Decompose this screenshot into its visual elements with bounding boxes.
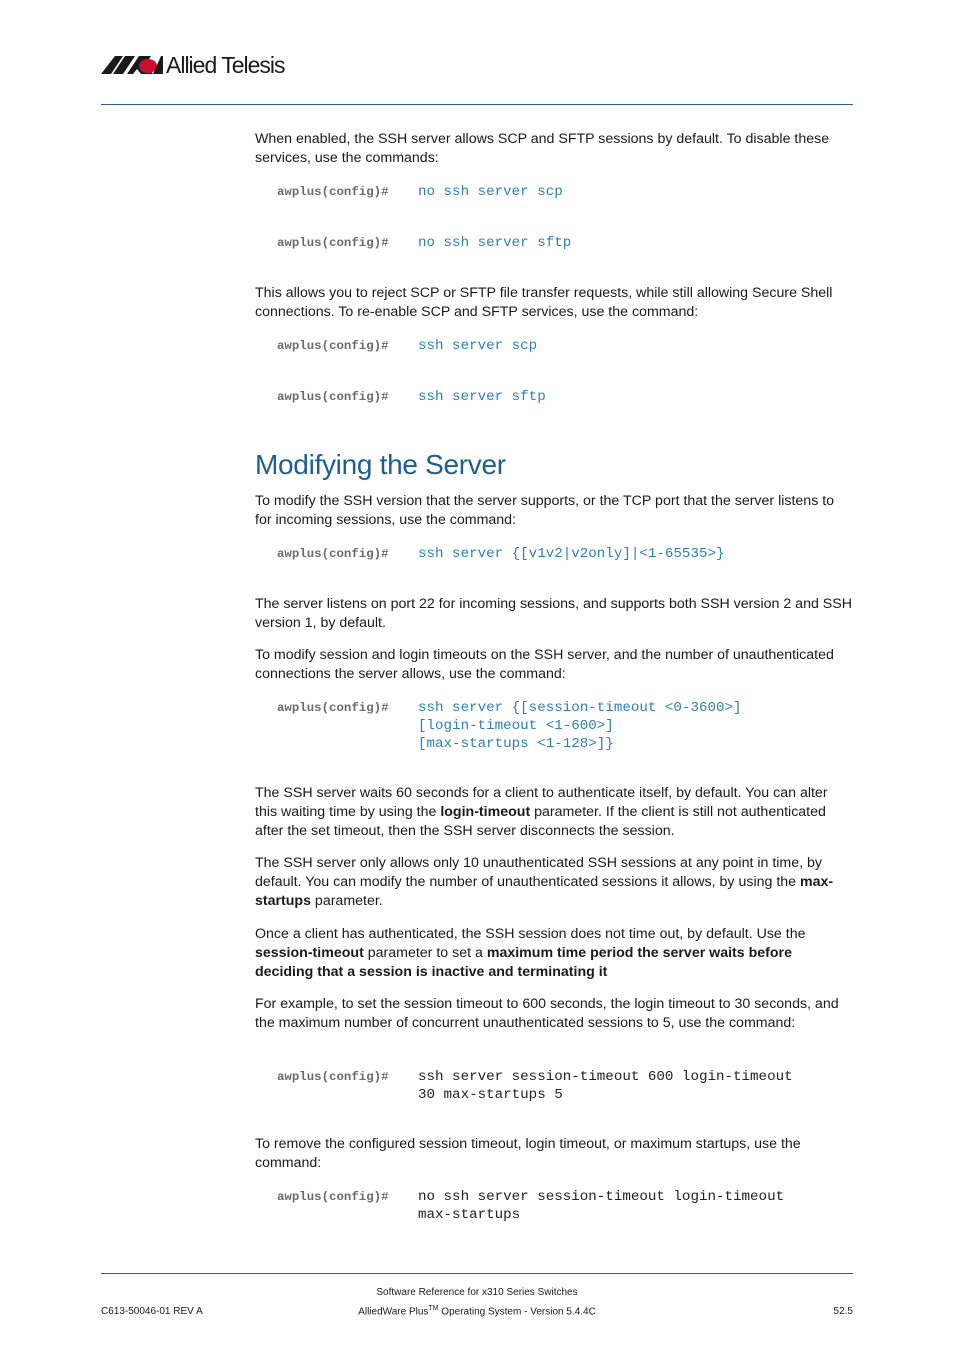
logo-text: Allied Telesis	[166, 51, 285, 78]
os-name: AlliedWare Plus	[358, 1306, 429, 1318]
paragraph	[255, 492, 853, 530]
command-line	[277, 183, 563, 201]
cli-command: ssh server session-timeout 600 login-timeout 30 max-startups 5	[418, 1069, 793, 1103]
parameter-name: session-timeout	[255, 945, 364, 961]
command-line	[277, 545, 725, 563]
command-line	[277, 388, 546, 406]
paragraph	[255, 646, 853, 684]
header-rule	[101, 104, 853, 105]
cli-prompt: awplus(config)#	[277, 701, 389, 715]
text-run: The SSH server waits 60 seconds for a client to authenticate itself, by default. You can alter this waiting time by using the	[255, 785, 828, 820]
os-version: Operating System - Version 5.4.4C	[438, 1306, 596, 1318]
paragraph-text: For example, to set the session timeout to 600 seconds, the login timeout to 30 seconds, and the maximum number of concurrent unauthenticated sessions to 5, use the command:	[255, 996, 839, 1031]
cli-prompt: awplus(config)#	[277, 1190, 389, 1204]
footer-doc-id: C613-50046-01 REV A	[101, 1306, 203, 1317]
parameter-name: max-startups	[255, 874, 834, 909]
cli-prompt: awplus(config)#	[277, 185, 389, 199]
cli-command: ssh server {[session-timeout <0-3600>] [login-timeout <1-600>] [max-startups <1-128>]}	[418, 700, 742, 752]
command-line	[277, 699, 742, 753]
emphasis-text: maximum time period the server waits before deciding that a session is inactive and terminating it	[255, 945, 792, 980]
footer-page-number: 52.5	[833, 1306, 853, 1317]
command-line	[277, 1188, 784, 1224]
paragraph	[255, 284, 853, 322]
text-run: parameter.	[310, 893, 383, 909]
allied-telesis-logo	[101, 52, 285, 78]
cli-command: ssh server sftp	[418, 389, 546, 405]
paragraph-text: To modify the SSH version that the server supports, or the TCP port that the server listens to for incoming sessions, use the command:	[255, 493, 835, 528]
paragraph	[255, 995, 853, 1033]
cli-command: no ssh server sftp	[418, 235, 572, 251]
paragraph	[255, 595, 853, 633]
cli-prompt: awplus(config)#	[277, 236, 389, 250]
command-line	[277, 234, 571, 252]
paragraph-text	[255, 784, 853, 841]
text-run: Once a client has authenticated, the SSH session does not time out, by default. Use the	[255, 926, 806, 942]
command-line	[277, 1068, 793, 1104]
paragraph	[255, 784, 853, 841]
cli-command: ssh server scp	[418, 338, 538, 354]
paragraph-text: To remove the configured session timeout, login timeout, or maximum startups, use the command:	[255, 1136, 801, 1171]
command-line	[277, 337, 537, 355]
paragraph	[255, 1135, 853, 1173]
paragraph-text	[255, 854, 853, 911]
cli-prompt: awplus(config)#	[277, 339, 389, 353]
text-run: The SSH server only allows only 10 unauthenticated SSH sessions at any point in time, by default. You can modify the number of unauthenticated sessions it allows, by using the	[255, 855, 823, 890]
cli-prompt: awplus(config)#	[277, 390, 389, 404]
paragraph	[255, 925, 853, 982]
cli-command: no ssh server session-timeout login-timeout max-startups	[418, 1189, 785, 1223]
paragraph-text: This allows you to reject SCP or SFTP file transfer requests, while still allowing Secure Shell connections. To re-enable SCP and SFTP services, use the command:	[255, 285, 833, 320]
paragraph	[255, 130, 853, 168]
cli-command: no ssh server scp	[418, 184, 563, 200]
footer-title: Software Reference for x310 Series Switches	[376, 1287, 578, 1298]
footer-os-line	[0, 1305, 954, 1317]
section-heading-wrap	[255, 449, 853, 481]
text-run: parameter to set a	[363, 945, 487, 961]
parameter-name: login-timeout	[440, 804, 531, 820]
paragraph-text: When enabled, the SSH server allows SCP and SFTP sessions by default. To disable these services, use the commands:	[255, 131, 830, 166]
cli-prompt: awplus(config)#	[277, 547, 389, 561]
paragraph	[255, 854, 853, 911]
section-heading: Modifying the Server	[255, 449, 506, 480]
footer-rule	[101, 1273, 853, 1274]
logo-mark-icon	[101, 54, 163, 76]
cli-command: ssh server {[v1v2|v2only]|<1-65535>}	[418, 546, 725, 562]
text-run: parameter. If the client is still not authenticated after the set timeout, then the SSH server disconnects the session.	[255, 804, 826, 839]
paragraph-text	[255, 925, 853, 982]
paragraph-text: The server listens on port 22 for incoming sessions, and supports both SSH version 2 and SSH version 1, by default.	[255, 596, 852, 631]
trademark: TM	[428, 1305, 439, 1312]
cli-prompt: awplus(config)#	[277, 1070, 389, 1084]
paragraph-text: To modify session and login timeouts on the SSH server, and the number of unauthenticated connections the server allows, use the command:	[255, 647, 834, 682]
